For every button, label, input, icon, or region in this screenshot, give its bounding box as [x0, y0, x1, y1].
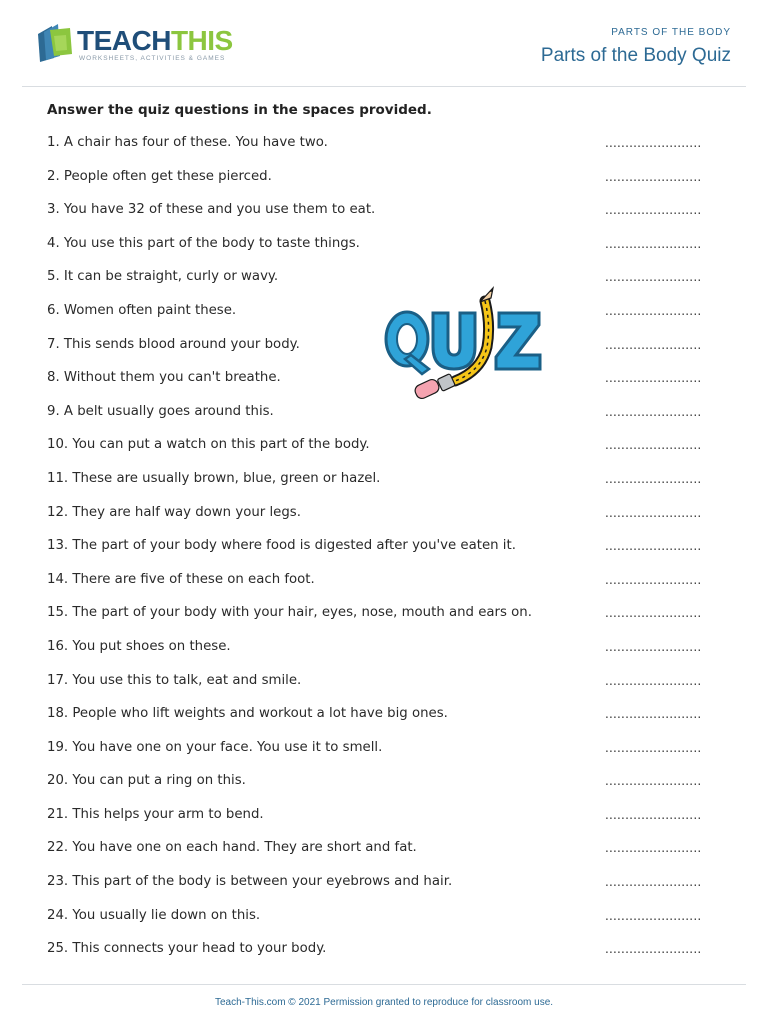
logo-word-this: THIS: [170, 25, 233, 56]
quiz-pencil-icon: [381, 285, 543, 403]
question-row: [47, 133, 727, 167]
answer-blank[interactable]: ........................: [605, 875, 702, 890]
question-row: [47, 570, 727, 604]
question-text: 1. A chair has four of these. You have two.: [47, 135, 328, 150]
answer-blank[interactable]: ........................: [605, 539, 702, 554]
question-text: 8. Without them you can't breathe.: [47, 370, 281, 386]
question-row: [47, 704, 727, 738]
answer-blank[interactable]: ........................: [605, 774, 702, 789]
answer-blank[interactable]: ........................: [605, 639, 702, 654]
question-text: 16. You put shoes on these.: [47, 638, 231, 654]
page-header: [0, 0, 768, 86]
answer-blank[interactable]: ........................: [605, 908, 702, 923]
question-text: 7. This sends blood around your body.: [47, 336, 300, 352]
header-divider: [22, 86, 746, 87]
question-row: [47, 671, 727, 705]
question-text: 18. People who lift weights and workout a lot have big ones.: [47, 706, 448, 722]
question-text: 15. The part of your body with your hair, eyes, nose, mouth and ears on.: [47, 605, 532, 621]
quiz-letter-u: [433, 313, 475, 369]
question-row: [47, 536, 727, 570]
quiz-letter-z: [496, 313, 540, 369]
answer-blank[interactable]: ........................: [605, 203, 702, 218]
answer-blank[interactable]: ........................: [605, 438, 702, 453]
question-row: [47, 469, 727, 503]
answer-blank[interactable]: ........................: [605, 404, 702, 419]
logo-tagline: WORKSHEETS, ACTIVITIES & GAMES: [79, 55, 226, 62]
question-row: [47, 503, 727, 537]
quiz-letter-q: [386, 312, 429, 374]
question-text: 13. The part of your body where food is digested after you've eaten it.: [47, 538, 516, 554]
question-text: 20. You can put a ring on this.: [47, 773, 246, 789]
answer-blank[interactable]: ........................: [605, 606, 702, 621]
question-text: 23. This part of the body is between your eyebrows and hair.: [47, 874, 453, 890]
question-text: 11. These are usually brown, blue, green or hazel.: [47, 470, 381, 486]
question-text: 2. People often get these pierced.: [47, 168, 272, 184]
question-row: [47, 838, 727, 872]
footer-divider: [22, 984, 746, 985]
teach-this-logo: [36, 22, 236, 72]
question-row: [47, 234, 727, 268]
question-row: [47, 939, 727, 973]
question-row: [47, 906, 727, 940]
question-text: 12. They are half way down your legs.: [47, 504, 301, 520]
answer-blank[interactable]: ........................: [605, 471, 702, 486]
question-text: 5. It can be straight, curly or wavy.: [47, 269, 279, 285]
question-text: 22. You have one on each hand. They are short and fat.: [47, 840, 417, 856]
answer-blank[interactable]: ........................: [605, 136, 702, 150]
question-text: 17. You use this to talk, eat and smile.: [47, 672, 302, 688]
logo-word-teach: TEACH: [77, 25, 171, 56]
question-row: [47, 637, 727, 671]
question-text: 4. You use this part of the body to taste things.: [47, 235, 360, 251]
question-row: [47, 402, 727, 436]
answer-blank[interactable]: ........................: [605, 707, 702, 722]
answer-blank[interactable]: ........................: [605, 371, 702, 386]
book-logo-icon: [36, 24, 76, 64]
question-text: 24. You usually lie down on this.: [47, 907, 261, 923]
question-row: [47, 603, 727, 637]
question-text: 3. You have 32 of these and you use them to eat.: [47, 202, 376, 218]
footer-copyright: Teach-This.com © 2021 Permission granted to reproduce for classroom use.: [214, 997, 554, 1008]
page-title: Parts of the Body Quiz: [540, 45, 731, 66]
question-text: 10. You can put a watch on this part of the body.: [47, 437, 370, 453]
question-row: [47, 200, 727, 234]
question-text: 19. You have one on your face. You use it to smell.: [47, 739, 383, 755]
question-text: 14. There are five of these on each foot.: [47, 571, 315, 587]
question-row: [47, 435, 727, 469]
question-row: [47, 771, 727, 805]
answer-blank[interactable]: ........................: [605, 337, 702, 352]
answer-blank[interactable]: ........................: [605, 505, 702, 520]
answer-blank[interactable]: ........................: [605, 942, 702, 957]
answer-blank[interactable]: ........................: [605, 572, 702, 587]
answer-blank[interactable]: ........................: [605, 270, 702, 285]
header-titles: [541, 27, 731, 68]
answer-blank[interactable]: ........................: [605, 169, 702, 184]
answer-blank[interactable]: ........................: [605, 673, 702, 688]
section-label: PARTS OF THE BODY: [611, 27, 731, 38]
question-row: [47, 805, 727, 839]
answer-blank[interactable]: ........................: [605, 303, 702, 318]
question-text: 21. This helps your arm to bend.: [47, 806, 264, 822]
question-text: 9. A belt usually goes around this.: [47, 403, 274, 419]
question-text: 25. This connects your head to your body.: [47, 941, 327, 957]
answer-blank[interactable]: ........................: [605, 740, 702, 755]
answer-blank[interactable]: ........................: [605, 841, 702, 856]
question-row: [47, 872, 727, 906]
question-row: [47, 738, 727, 772]
question-text: 6. Women often paint these.: [47, 302, 237, 318]
answer-blank[interactable]: ........................: [605, 807, 702, 822]
logo-wordmark: [77, 24, 233, 58]
question-list: [47, 133, 727, 973]
instructions: Answer the quiz questions in the spaces provided.: [47, 102, 432, 118]
answer-blank[interactable]: ........................: [605, 236, 702, 251]
question-row: [47, 167, 727, 201]
